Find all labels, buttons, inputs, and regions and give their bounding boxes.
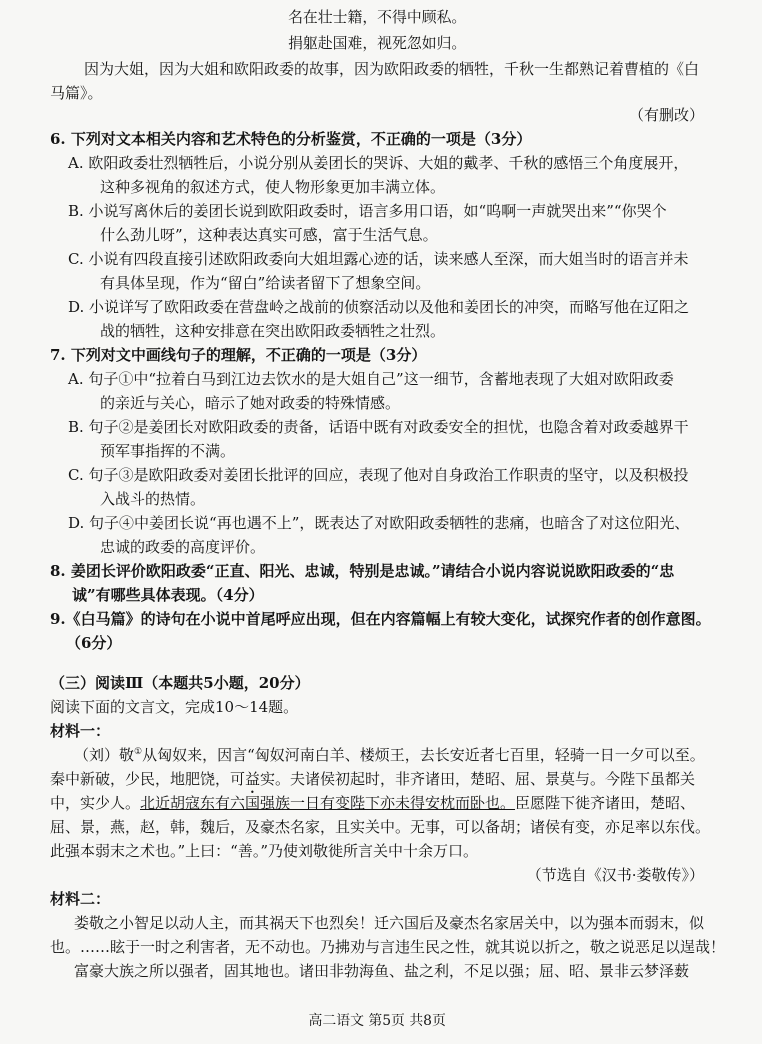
- material-2-label: 材料二：: [50, 890, 111, 908]
- q7-option-b: B. 句子②是姜团长对欧阳政委的责备，话语中既有对政委安全的担忧，也隐含着对政委越界干: [68, 418, 689, 436]
- q7-option-c: C. 句子③是欧阳政委对姜团长批评的回应，表现了他对自身政治工作职责的坚守，以及积极投: [68, 466, 689, 484]
- section-3-heading: （三）阅读Ⅲ（本题共5小题，20分）: [50, 674, 310, 692]
- material-1-line-3: [50, 792, 695, 814]
- material-1-line-3-b: 臣愿陛下徙齐诸田，楚昭、: [515, 794, 696, 812]
- abridged-note: （有删改）: [628, 106, 704, 124]
- material-1-line-3-a: 中，实少人。: [50, 794, 141, 812]
- material-1-line-1: [74, 744, 705, 766]
- material-1-line-2-b: 实。夫诸侯初起时，非齐诸田，楚昭、屈、景莫与。今陛下虽都关: [260, 770, 696, 788]
- material-2-line-2: 也。……眩于一时之利害者，无不动也。乃拂劝与言违生民之性，就其说以折之，敬之说恶足以逞哉！: [50, 938, 726, 956]
- question-8-line-1: 8. 姜团长评价欧阳政委“正直、阳光、忠诚，特别是忠诚。”请结合小说内容说说欧阳政委的“忠: [50, 562, 675, 580]
- q7-option-a: A. 句子①中“拉着白马到江边去饮水的是大姐自己”这一细节，含蓄地表现了大姐对欧阳政委: [68, 370, 674, 388]
- q7-option-c-cont: 入战斗的热情。: [100, 490, 206, 508]
- q6-option-b-cont: 什么劲儿呀”，这种表达真实可感，富于生活气息。: [100, 226, 438, 244]
- closing-paragraph-line-2: 马篇》。: [50, 84, 103, 102]
- question-8-line-2: 诚”有哪些具体表现。（4分）: [72, 586, 264, 604]
- q7-option-a-cont: 的亲近与关心，暗示了她对政委的特殊情感。: [100, 394, 401, 412]
- material-1-line-4: 屈、景，燕，赵，韩，魏后，及豪杰名家，且实关中。无事，可以备胡；诸侯有变，亦足率以东伐。: [50, 818, 711, 836]
- page-footer: 高二语文 第5页 共8页: [308, 1013, 446, 1029]
- footnote-marker: ①: [134, 747, 143, 757]
- material-2-line-3: 富豪大族之所以强者，固其地也。诸田非勃海鱼、盐之利，不足以强；屈、昭、景非云梦泽薮: [74, 962, 690, 980]
- q7-option-b-cont: 预军事指挥的不满。: [100, 442, 236, 460]
- material-1-line-1-a: （刘）敬: [74, 746, 135, 764]
- q6-option-a: A. 欧阳政委壮烈牺牲后，小说分别从姜团长的哭诉、大姐的戴孝、千秋的感悟三个角度展开，: [68, 154, 689, 172]
- q6-option-c-cont: 有具体呈现，作为“留白”给读者留下了想象空间。: [100, 274, 431, 292]
- q7-option-d: D. 句子④中姜团长说“再也遇不上”，既表达了对欧阳政委牺牲的悲痛，也暗含了对这位阳光、: [68, 514, 690, 532]
- poem-line-2: 捐躯赴国难，视死忽如归。: [288, 34, 467, 52]
- question-9-line-1: 9.《白马篇》的诗句在小说中首尾呼应出现，但在内容篇幅上有较大变化，试探究作者的创作意图。: [50, 610, 711, 628]
- q6-option-b: B. 小说写离休后的姜团长说到欧阳政委时，语言多用口语，如“呜啊一声就哭出来”“你哭个: [68, 202, 667, 220]
- q6-option-d: D. 小说详写了欧阳政委在营盘岭之战前的侦察活动以及他和姜团长的冲突，而略写他在辽阳之: [68, 298, 690, 316]
- material-1-source: （节选自《汉书·娄敬传》）: [526, 866, 704, 884]
- dotted-character: 益: [245, 770, 261, 788]
- q7-option-d-cont: 忠诚的政委的高度评价。: [100, 538, 266, 556]
- closing-paragraph-line-1: 因为大姐，因为大姐和欧阳政委的故事，因为欧阳政委的牺牲，千秋一生都熟记着曹植的《白: [84, 60, 700, 78]
- q6-option-a-cont: 这种多视角的叙述方式，使人物形象更加丰满立体。: [100, 178, 446, 196]
- question-6-stem: 6. 下列对文本相关内容和艺术特色的分析鉴赏，不正确的一项是（3分）: [50, 130, 532, 148]
- underlined-sentence: 北近胡寇东有六国强族一日有变陛下亦未得安枕而卧也。: [140, 794, 516, 812]
- material-1-label: 材料一：: [50, 722, 111, 740]
- material-1-line-1-b: 从匈奴来，因言“匈奴河南白羊、楼烦王，去长安近者七百里，轻骑一日一夕可以至。: [142, 746, 705, 764]
- question-9-line-2: （6分）: [66, 634, 122, 652]
- material-1-line-5: 此强本弱末之术也。”上曰：“善。”乃使刘敬徙所言关中十余万口。: [50, 842, 479, 860]
- section-3-instruction: 阅读下面的文言文，完成10～14题。: [50, 698, 299, 716]
- material-2-line-1: 娄敬之小智足以动人主，而其祸天下也烈矣！迁六国后及豪杰名家居关中，以为强本而弱末，似: [74, 914, 705, 932]
- material-1-line-2-a: 秦中新破，少民，地肥饶，可: [50, 770, 246, 788]
- poem-line-1: 名在壮士籍，不得中顾私。: [288, 8, 467, 26]
- question-7-stem: 7. 下列对文中画线句子的理解，不正确的一项是（3分）: [50, 346, 427, 364]
- q6-option-d-cont: 战的牺牲，这种安排意在突出欧阳政委牺牲之壮烈。: [100, 322, 446, 340]
- q6-option-c: C. 小说有四段直接引述欧阳政委向大姐坦露心迹的话，读来感人至深，而大姐当时的语言并未: [68, 250, 689, 268]
